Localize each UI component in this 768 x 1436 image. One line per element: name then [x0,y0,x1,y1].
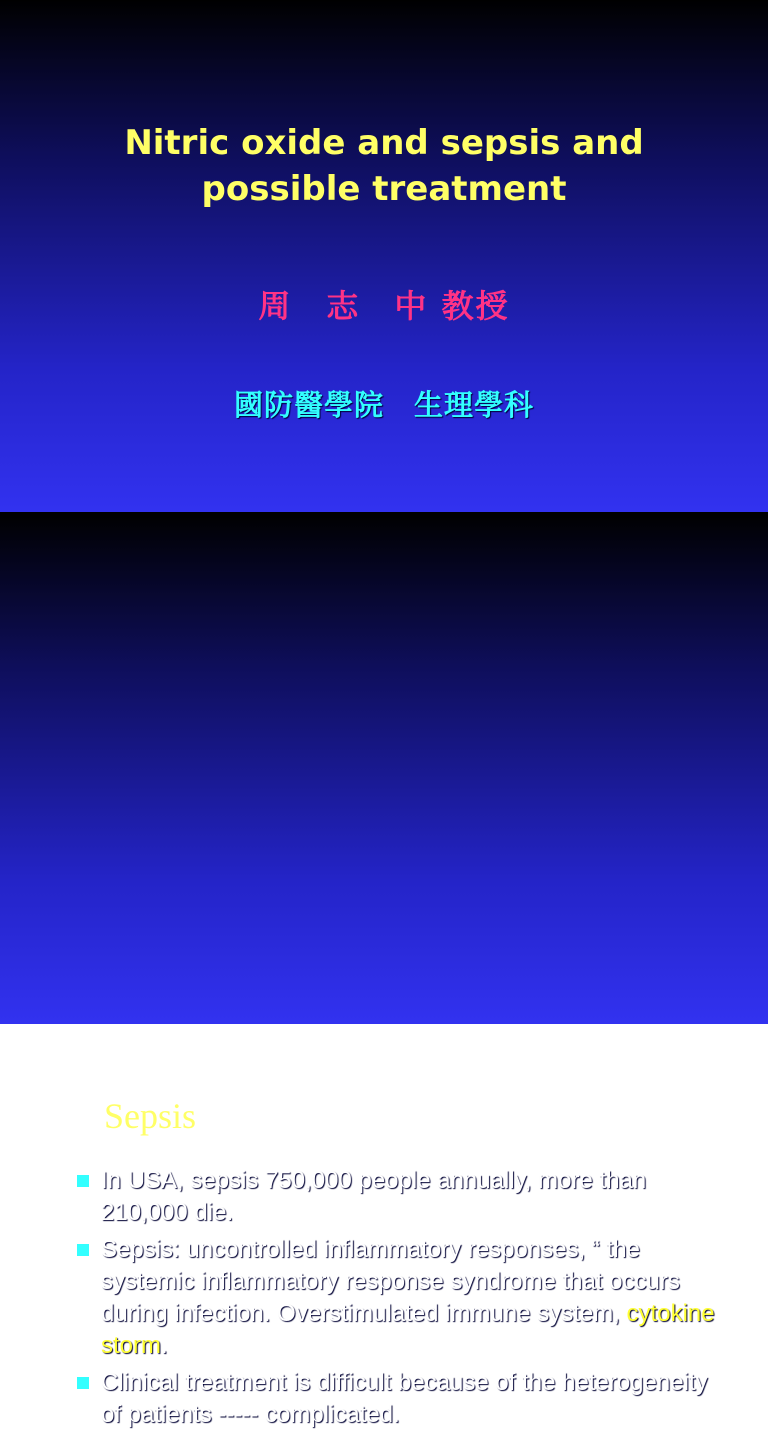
bullet-text: In USA, sepsis 750,000 people annually, more than 210,000 die. [101,1167,647,1226]
slide-title-line-2: possible treatment [201,169,567,209]
bullet-text: Sepsis: uncontrolled inflammatory responses, “ the systemic inflammatory response syndrome that occurs during infection. Overstimulated immune system, [101,1236,680,1327]
bullet-list [0,1165,768,1436]
square-bullet-icon [77,1377,89,1389]
sepsis-slide [0,512,768,1428]
title-slide [0,0,768,512]
bullet-text: Clinical treatment is difficult because of the heterogeneity of patients ----- complicated. [101,1369,708,1428]
highlight-cytokine-storm: cytokine storm [101,1300,715,1359]
square-bullet-icon [77,1244,89,1256]
bullet-text-end: . [161,1332,168,1359]
author-name: 周 志 中 教授 [258,287,510,325]
slide-title-line-1: Nitric oxide and sepsis and [124,123,644,163]
slide-title [0,120,768,212]
slide-heading: Sepsis [104,1096,197,1136]
affiliation: 國防醫學院 生理學科 [233,388,534,422]
bullet-item-clinical-treatment [0,1367,768,1431]
square-bullet-icon [77,1175,89,1187]
bullet-item-usa-statistics [0,1165,768,1229]
bullet-item-sepsis-definition [0,1234,768,1362]
